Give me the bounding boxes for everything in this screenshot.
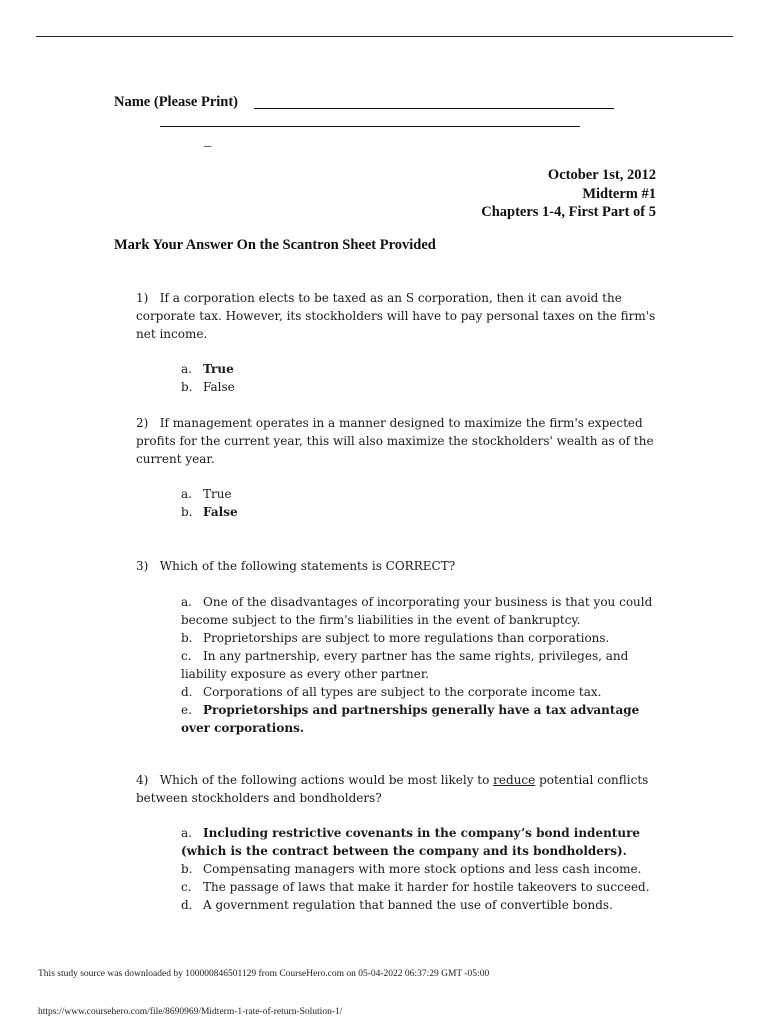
option-d: d. A government regulation that banned the use of convertible bonds. bbox=[181, 898, 613, 912]
option-c: c. In any partnership, every partner has the same rights, privileges, and liability exposure as every other partner. bbox=[181, 649, 629, 681]
question-3-options bbox=[181, 593, 661, 737]
exam-header bbox=[481, 166, 656, 222]
top-rule bbox=[36, 36, 733, 37]
exam-date: October 1st, 2012 bbox=[547, 167, 656, 183]
correct-answer: Proprietorships and partnerships generally have a tax advantage over corporations. bbox=[181, 703, 640, 735]
option-a: a. Including restrictive covenants in the company’s bond indenture (which is the contract between the company and its bondholders). bbox=[181, 826, 641, 858]
name-blank-line-2 bbox=[160, 126, 580, 127]
question-text: If a corporation elects to be taxed as an S corporation, then it can avoid the corporate tax. However, its stockholders will have to pay personal taxes on the firm's net income. bbox=[136, 291, 656, 341]
question-text-rest: potential conflicts between stockholders and bondholders? bbox=[136, 773, 649, 805]
option-a: a. One of the disadvantages of incorporating your business is that you could become subject to the firm's liabilities in the event of bankruptcy. bbox=[181, 595, 653, 627]
question-text: If management operates in a manner designed to maximize the firm's expected profits for the current year, this will also maximize the stockholders' wealth as of the current year. bbox=[136, 416, 654, 466]
source-url: https://www.coursehero.com/file/8690969/Midterm-1-rate-of-return-Solution-1/ bbox=[38, 1007, 343, 1017]
exam-chapters: Chapters 1-4, First Part of 5 bbox=[481, 204, 656, 220]
option-c: c. The passage of laws that make it harder for hostile takeovers to succeed. bbox=[181, 880, 650, 894]
question-2-options bbox=[181, 485, 661, 521]
question-number: 4) bbox=[136, 773, 149, 787]
name-dash: _ bbox=[204, 134, 211, 149]
question-1-options bbox=[181, 360, 661, 396]
option-b: b. False bbox=[181, 505, 238, 519]
question-4 bbox=[136, 771, 656, 807]
instruction: Mark Your Answer On the Scantron Sheet Provided bbox=[114, 237, 436, 253]
question-3 bbox=[136, 557, 656, 575]
question-number: 3) bbox=[136, 559, 149, 573]
option-b: b. Proprietorships are subject to more regulations than corporations. bbox=[181, 631, 610, 645]
question-number: 2) bbox=[136, 416, 149, 430]
name-label: Name (Please Print) bbox=[114, 94, 239, 110]
question-1 bbox=[136, 289, 656, 343]
question-2 bbox=[136, 414, 656, 468]
option-e: e. Proprietorships and partnerships generally have a tax advantage over corporations. bbox=[181, 703, 640, 735]
underlined-word: reduce bbox=[493, 773, 536, 787]
correct-answer: False bbox=[203, 505, 238, 519]
question-text: Which of the following actions would be most likely to bbox=[159, 773, 490, 787]
option-b: b. Compensating managers with more stock options and less cash income. bbox=[181, 862, 642, 876]
option-d: d. Corporations of all types are subject to the corporate income tax. bbox=[181, 685, 602, 699]
option-a: a. True bbox=[181, 487, 232, 501]
download-notice: This study source was downloaded by 100000846501129 from CourseHero.com on 05-04-2022 06:37:29 GMT -05:00 bbox=[38, 969, 490, 979]
option-a: a. True bbox=[181, 362, 234, 376]
question-number: 1) bbox=[136, 291, 149, 305]
question-4-options bbox=[181, 824, 661, 914]
exam-title: Midterm #1 bbox=[582, 185, 656, 202]
name-blank-line bbox=[254, 108, 614, 109]
correct-answer: True bbox=[203, 362, 234, 376]
question-text: Which of the following statements is CORRECT? bbox=[159, 559, 456, 573]
correct-answer: Including restrictive covenants in the company’s bond indenture (which is the contract between the company and its bondholders). bbox=[181, 826, 641, 858]
option-b: b. False bbox=[181, 380, 235, 394]
